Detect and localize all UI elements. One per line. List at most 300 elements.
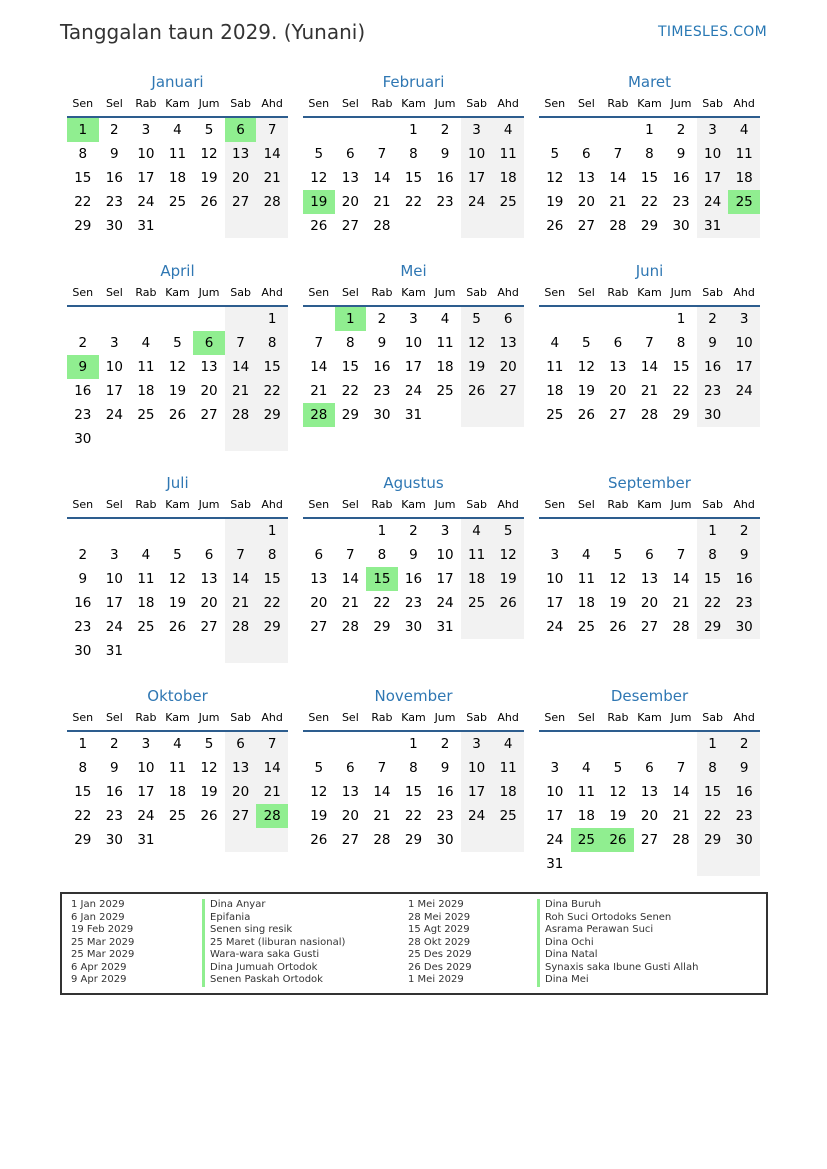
calendar-day[interactable]: 4 [141,547,151,563]
calendar-day[interactable]: 23 [697,379,729,403]
calendar-day[interactable]: 21 [256,166,288,190]
calendar-day[interactable]: 7 [256,118,288,142]
calendar-day[interactable]: 4 [492,118,524,142]
calendar-day[interactable]: 23 [373,383,391,399]
calendar-day[interactable]: 24 [546,832,564,848]
calendar-day[interactable]: 11 [137,359,155,375]
calendar-day[interactable]: 30 [436,832,454,848]
calendar-day[interactable]: 7 [225,543,257,567]
calendar-day[interactable]: 8 [676,335,686,351]
calendar-day[interactable]: 25 [436,383,454,399]
calendar-day[interactable]: 14 [373,170,391,186]
calendar-day[interactable]: 30 [105,832,123,848]
calendar-day[interactable]: 30 [728,828,760,852]
calendar-day[interactable]: 1 [256,519,288,543]
calendar-day[interactable]: 26 [310,218,328,234]
calendar-day[interactable]: 21 [373,808,391,824]
calendar-day[interactable]: 9 [110,760,119,776]
calendar-day[interactable]: 5 [582,335,591,351]
calendar-day[interactable]: 15 [404,170,423,186]
calendar-day[interactable]: 24 [436,595,454,611]
calendar-day[interactable]: 9 [440,760,450,776]
calendar-day[interactable]: 27 [225,190,257,214]
calendar-day[interactable]: 15 [697,567,729,591]
calendar-day[interactable]: 21 [373,194,391,210]
calendar-day[interactable]: 17 [728,355,760,379]
calendar-day[interactable]: 3 [110,335,119,351]
calendar-day[interactable]: 12 [200,760,218,776]
calendar-day[interactable]: 27 [609,407,627,423]
calendar-day[interactable]: 1 [256,307,288,331]
calendar-day[interactable]: 19 [200,784,218,800]
calendar-day[interactable]: 28 [672,832,690,848]
calendar-day[interactable]: 29 [256,403,288,427]
calendar-day[interactable]: 24 [105,619,123,635]
calendar-day[interactable]: 12 [492,543,524,567]
calendar-day[interactable]: 25 [577,619,595,635]
calendar-day[interactable]: 17 [137,784,155,800]
calendar-day[interactable]: 25 [546,407,564,423]
calendar-day[interactable]: 24 [461,190,493,214]
calendar-day[interactable]: 1 [645,122,654,138]
calendar-day[interactable]: 9 [728,543,760,567]
calendar-day[interactable]: 4 [582,547,591,563]
calendar-day[interactable]: 3 [110,547,119,563]
calendar-day[interactable]: 29 [373,619,391,635]
calendar-day[interactable]: 11 [577,571,595,587]
holiday-day[interactable]: 15 [366,567,398,591]
calendar-day[interactable]: 22 [640,194,659,210]
calendar-day[interactable]: 24 [546,619,564,635]
calendar-day[interactable]: 3 [550,547,560,563]
calendar-day[interactable]: 22 [74,194,92,210]
calendar-day[interactable]: 27 [341,218,359,234]
calendar-day[interactable]: 8 [78,146,88,162]
calendar-day[interactable]: 9 [728,756,760,780]
calendar-day[interactable]: 18 [577,808,595,824]
calendar-day[interactable]: 5 [550,146,560,162]
calendar-day[interactable]: 3 [728,307,760,331]
calendar-day[interactable]: 28 [225,403,257,427]
calendar-day[interactable]: 7 [225,331,257,355]
calendar-day[interactable]: 30 [404,619,423,635]
calendar-day[interactable]: 10 [461,142,493,166]
calendar-day[interactable]: 4 [582,760,591,776]
calendar-day[interactable]: 30 [373,407,391,423]
calendar-day[interactable]: 23 [436,194,454,210]
calendar-day[interactable]: 22 [256,379,288,403]
calendar-day[interactable]: 4 [173,736,182,752]
holiday-day[interactable]: 1 [335,307,367,331]
calendar-day[interactable]: 27 [310,619,328,635]
calendar-day[interactable]: 1 [409,122,418,138]
calendar-day[interactable]: 22 [672,383,690,399]
calendar-day[interactable]: 18 [492,780,524,804]
calendar-day[interactable]: 17 [461,166,493,190]
holiday-day[interactable]: 25 [571,828,603,852]
calendar-day[interactable]: 20 [200,595,218,611]
calendar-day[interactable]: 9 [440,146,450,162]
calendar-day[interactable]: 2 [440,736,450,752]
calendar-day[interactable]: 21 [672,808,690,824]
calendar-day[interactable]: 7 [676,760,686,776]
calendar-day[interactable]: 15 [640,170,659,186]
calendar-day[interactable]: 6 [346,146,355,162]
calendar-day[interactable]: 23 [74,619,92,635]
calendar-day[interactable]: 26 [168,407,187,423]
calendar-day[interactable]: 28 [225,615,257,639]
calendar-day[interactable]: 15 [256,567,288,591]
calendar-day[interactable]: 4 [440,311,450,327]
calendar-day[interactable]: 13 [310,571,328,587]
calendar-day[interactable]: 7 [314,335,324,351]
calendar-day[interactable]: 9 [409,547,418,563]
calendar-day[interactable]: 19 [546,194,564,210]
calendar-day[interactable]: 29 [341,407,359,423]
calendar-day[interactable]: 27 [225,804,257,828]
calendar-day[interactable]: 25 [137,407,155,423]
calendar-day[interactable]: 23 [105,194,123,210]
holiday-day[interactable]: 25 [728,190,760,214]
calendar-day[interactable]: 17 [461,780,493,804]
calendar-day[interactable]: 31 [137,832,155,848]
calendar-day[interactable]: 26 [492,591,524,615]
calendar-day[interactable]: 1 [377,523,387,539]
calendar-day[interactable]: 14 [672,571,690,587]
calendar-day[interactable]: 18 [137,595,155,611]
calendar-day[interactable]: 24 [137,808,155,824]
calendar-day[interactable]: 27 [492,379,524,403]
calendar-day[interactable]: 14 [373,784,391,800]
calendar-day[interactable]: 15 [697,780,729,804]
calendar-day[interactable]: 30 [105,218,123,234]
calendar-day[interactable]: 20 [609,383,627,399]
calendar-day[interactable]: 12 [310,170,328,186]
calendar-day[interactable]: 2 [697,307,729,331]
calendar-day[interactable]: 29 [640,218,659,234]
calendar-day[interactable]: 5 [204,736,214,752]
calendar-day[interactable]: 27 [577,218,595,234]
calendar-day[interactable]: 2 [409,523,418,539]
calendar-day[interactable]: 30 [728,615,760,639]
calendar-day[interactable]: 28 [256,190,288,214]
calendar-day[interactable]: 8 [346,335,355,351]
calendar-day[interactable]: 20 [225,780,257,804]
calendar-day[interactable]: 21 [672,595,690,611]
calendar-day[interactable]: 23 [404,595,423,611]
calendar-day[interactable]: 22 [404,194,423,210]
calendar-day[interactable]: 6 [204,547,214,563]
calendar-day[interactable]: 19 [577,383,595,399]
calendar-day[interactable]: 25 [137,619,155,635]
calendar-day[interactable]: 6 [645,547,654,563]
calendar-day[interactable]: 17 [137,170,155,186]
calendar-day[interactable]: 16 [697,355,729,379]
calendar-day[interactable]: 18 [577,595,595,611]
calendar-day[interactable]: 30 [672,218,690,234]
calendar-day[interactable]: 12 [310,784,328,800]
calendar-day[interactable]: 14 [672,784,690,800]
calendar-day[interactable]: 16 [728,780,760,804]
holiday-day[interactable]: 1 [67,118,99,142]
calendar-day[interactable]: 23 [74,407,92,423]
calendar-day[interactable]: 3 [409,311,418,327]
calendar-day[interactable]: 14 [256,142,288,166]
calendar-day[interactable]: 14 [225,355,257,379]
calendar-day[interactable]: 5 [492,519,524,543]
calendar-day[interactable]: 29 [697,615,729,639]
calendar-day[interactable]: 2 [728,732,760,756]
calendar-day[interactable]: 16 [404,571,423,587]
calendar-day[interactable]: 24 [105,407,123,423]
calendar-day[interactable]: 18 [436,359,454,375]
calendar-day[interactable]: 21 [341,595,359,611]
calendar-day[interactable]: 3 [550,760,560,776]
calendar-day[interactable]: 10 [137,760,155,776]
calendar-day[interactable]: 20 [640,808,659,824]
calendar-day[interactable]: 1 [697,732,729,756]
calendar-day[interactable]: 30 [697,403,729,427]
calendar-day[interactable]: 28 [609,218,627,234]
calendar-day[interactable]: 9 [676,146,686,162]
calendar-day[interactable]: 5 [461,307,493,331]
calendar-day[interactable]: 28 [373,218,391,234]
calendar-day[interactable]: 13 [492,331,524,355]
calendar-day[interactable]: 10 [436,547,454,563]
calendar-day[interactable]: 15 [341,359,359,375]
calendar-day[interactable]: 26 [310,832,328,848]
calendar-day[interactable]: 5 [173,335,182,351]
calendar-day[interactable]: 20 [310,595,328,611]
calendar-day[interactable]: 8 [256,543,288,567]
calendar-day[interactable]: 12 [609,784,627,800]
calendar-day[interactable]: 25 [461,591,493,615]
calendar-day[interactable]: 14 [310,359,328,375]
calendar-day[interactable]: 21 [310,383,328,399]
calendar-day[interactable]: 26 [200,194,218,210]
calendar-day[interactable]: 13 [200,571,218,587]
calendar-day[interactable]: 22 [256,591,288,615]
calendar-day[interactable]: 11 [546,359,564,375]
calendar-day[interactable]: 18 [728,166,760,190]
calendar-day[interactable]: 23 [672,194,690,210]
calendar-day[interactable]: 26 [461,379,493,403]
calendar-day[interactable]: 8 [697,756,729,780]
calendar-day[interactable]: 14 [609,170,627,186]
calendar-day[interactable]: 4 [728,118,760,142]
calendar-day[interactable]: 19 [609,595,627,611]
calendar-day[interactable]: 29 [404,832,423,848]
holiday-day[interactable]: 28 [303,403,335,427]
calendar-day[interactable]: 15 [74,170,92,186]
calendar-day[interactable]: 5 [173,547,182,563]
calendar-day[interactable]: 23 [728,591,760,615]
calendar-day[interactable]: 11 [492,756,524,780]
calendar-day[interactable]: 24 [137,194,155,210]
calendar-day[interactable]: 31 [105,643,123,659]
calendar-day[interactable]: 12 [546,170,564,186]
calendar-day[interactable]: 13 [640,784,659,800]
brand-link[interactable]: TIMESLES.COM [658,24,767,40]
holiday-day[interactable]: 9 [67,355,99,379]
calendar-day[interactable]: 22 [373,595,391,611]
calendar-day[interactable]: 1 [409,736,418,752]
calendar-day[interactable]: 8 [409,760,418,776]
calendar-day[interactable]: 25 [168,194,187,210]
calendar-day[interactable]: 16 [373,359,391,375]
calendar-day[interactable]: 19 [310,808,328,824]
calendar-day[interactable]: 7 [256,732,288,756]
calendar-day[interactable]: 10 [546,784,564,800]
calendar-day[interactable]: 14 [640,359,659,375]
calendar-day[interactable]: 13 [640,571,659,587]
calendar-day[interactable]: 19 [609,808,627,824]
calendar-day[interactable]: 5 [314,760,324,776]
calendar-day[interactable]: 30 [74,431,92,447]
calendar-day[interactable]: 11 [168,146,187,162]
calendar-day[interactable]: 13 [577,170,595,186]
calendar-day[interactable]: 27 [341,832,359,848]
calendar-day[interactable]: 10 [461,756,493,780]
calendar-day[interactable]: 11 [728,142,760,166]
calendar-day[interactable]: 11 [436,335,454,351]
calendar-day[interactable]: 24 [404,383,423,399]
calendar-day[interactable]: 19 [461,355,493,379]
calendar-day[interactable]: 10 [697,142,729,166]
calendar-day[interactable]: 7 [645,335,654,351]
calendar-day[interactable]: 10 [105,359,123,375]
calendar-day[interactable]: 10 [137,146,155,162]
calendar-day[interactable]: 31 [546,856,564,872]
calendar-day[interactable]: 24 [728,379,760,403]
calendar-day[interactable]: 12 [609,571,627,587]
calendar-day[interactable]: 1 [78,736,88,752]
calendar-day[interactable]: 4 [173,122,182,138]
calendar-day[interactable]: 1 [676,311,686,327]
calendar-day[interactable]: 16 [728,567,760,591]
calendar-day[interactable]: 20 [492,355,524,379]
calendar-day[interactable]: 17 [105,383,123,399]
calendar-day[interactable]: 9 [697,331,729,355]
calendar-day[interactable]: 22 [697,591,729,615]
calendar-day[interactable]: 27 [640,619,659,635]
calendar-day[interactable]: 25 [168,808,187,824]
calendar-day[interactable]: 3 [697,118,729,142]
calendar-day[interactable]: 17 [105,595,123,611]
calendar-day[interactable]: 12 [168,359,187,375]
calendar-day[interactable]: 13 [225,142,257,166]
calendar-day[interactable]: 12 [200,146,218,162]
calendar-day[interactable]: 28 [373,832,391,848]
holiday-day[interactable]: 19 [303,190,335,214]
calendar-day[interactable]: 3 [440,523,450,539]
calendar-day[interactable]: 13 [341,784,359,800]
calendar-day[interactable]: 12 [577,359,595,375]
calendar-day[interactable]: 18 [461,567,493,591]
calendar-day[interactable]: 10 [728,331,760,355]
calendar-day[interactable]: 8 [697,543,729,567]
calendar-day[interactable]: 11 [137,571,155,587]
calendar-day[interactable]: 11 [461,543,493,567]
calendar-day[interactable]: 18 [137,383,155,399]
calendar-day[interactable]: 31 [697,214,729,238]
calendar-day[interactable]: 25 [492,804,524,828]
calendar-day[interactable]: 7 [613,146,623,162]
calendar-day[interactable]: 28 [640,407,659,423]
calendar-day[interactable]: 18 [168,784,187,800]
calendar-day[interactable]: 23 [105,808,123,824]
calendar-day[interactable]: 17 [436,571,454,587]
calendar-day[interactable]: 5 [613,547,623,563]
calendar-day[interactable]: 8 [377,547,387,563]
holiday-day[interactable]: 6 [225,118,257,142]
calendar-day[interactable]: 15 [404,784,423,800]
calendar-day[interactable]: 15 [672,359,690,375]
calendar-day[interactable]: 21 [225,379,257,403]
calendar-day[interactable]: 21 [609,194,627,210]
calendar-day[interactable]: 17 [546,808,564,824]
calendar-day[interactable]: 15 [74,784,92,800]
calendar-day[interactable]: 21 [256,780,288,804]
calendar-day[interactable]: 22 [341,383,359,399]
calendar-day[interactable]: 13 [225,756,257,780]
calendar-day[interactable]: 6 [492,307,524,331]
calendar-day[interactable]: 29 [256,615,288,639]
calendar-day[interactable]: 4 [141,335,151,351]
calendar-day[interactable]: 22 [74,808,92,824]
calendar-day[interactable]: 8 [645,146,654,162]
calendar-day[interactable]: 26 [546,218,564,234]
calendar-day[interactable]: 25 [492,190,524,214]
calendar-day[interactable]: 26 [168,619,187,635]
calendar-day[interactable]: 16 [105,170,123,186]
calendar-day[interactable]: 18 [546,383,564,399]
calendar-day[interactable]: 3 [141,736,151,752]
calendar-day[interactable]: 14 [225,567,257,591]
calendar-day[interactable]: 14 [341,571,359,587]
calendar-day[interactable]: 24 [461,804,493,828]
calendar-day[interactable]: 10 [404,335,423,351]
calendar-day[interactable]: 16 [74,595,92,611]
calendar-day[interactable]: 20 [341,808,359,824]
calendar-day[interactable]: 17 [546,595,564,611]
calendar-day[interactable]: 27 [640,832,659,848]
calendar-day[interactable]: 27 [200,619,218,635]
calendar-day[interactable]: 26 [200,808,218,824]
calendar-day[interactable]: 3 [141,122,151,138]
calendar-day[interactable]: 2 [78,335,88,351]
calendar-day[interactable]: 4 [492,732,524,756]
calendar-day[interactable]: 7 [377,760,387,776]
calendar-day[interactable]: 12 [168,571,187,587]
calendar-day[interactable]: 6 [645,760,654,776]
calendar-day[interactable]: 3 [461,732,493,756]
calendar-day[interactable]: 28 [672,619,690,635]
calendar-day[interactable]: 21 [640,383,659,399]
calendar-day[interactable]: 16 [105,784,123,800]
calendar-day[interactable]: 19 [168,595,187,611]
calendar-day[interactable]: 17 [697,166,729,190]
calendar-day[interactable]: 5 [613,760,623,776]
calendar-day[interactable]: 7 [377,146,387,162]
calendar-day[interactable]: 4 [461,519,493,543]
calendar-day[interactable]: 2 [676,122,686,138]
calendar-day[interactable]: 18 [168,170,187,186]
calendar-day[interactable]: 22 [404,808,423,824]
calendar-day[interactable]: 20 [640,595,659,611]
calendar-day[interactable]: 18 [492,166,524,190]
calendar-day[interactable]: 4 [550,335,560,351]
